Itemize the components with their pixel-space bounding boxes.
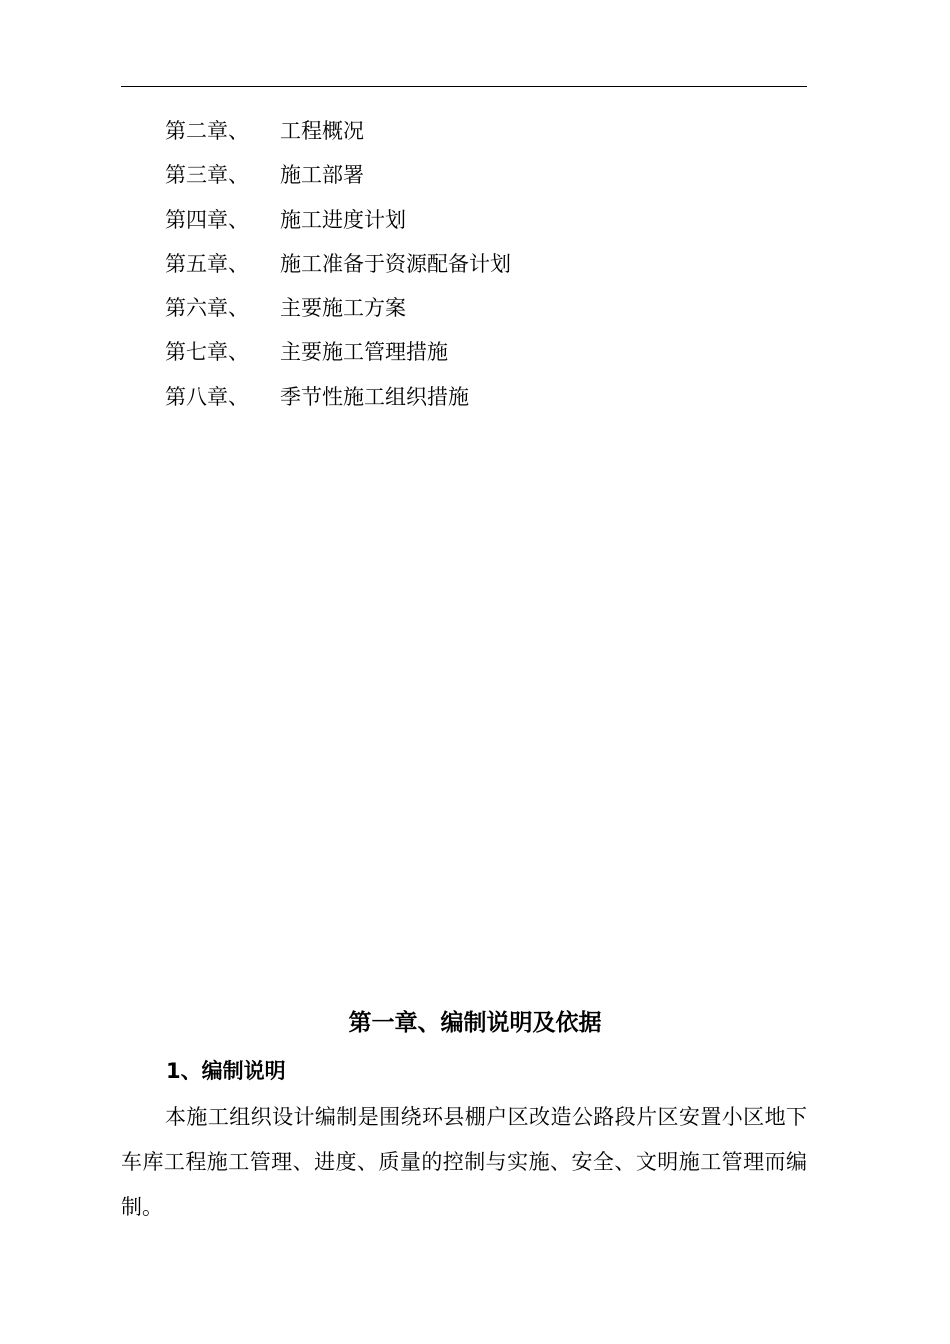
toc-chapter-number: 第七章、 <box>165 340 249 365</box>
toc-item-chapter-5 <box>165 248 511 292</box>
toc-item-chapter-8 <box>165 381 511 425</box>
chapter-title: 第一章、编制说明及依据 <box>348 1010 602 1036</box>
toc-chapter-number: 第二章、 <box>165 119 249 143</box>
toc-chapter-title: 季节性施工组织措施 <box>280 384 469 409</box>
toc-chapter-title: 主要施工管理措施 <box>280 340 448 365</box>
section-heading: 1、编制说明 <box>166 1059 286 1083</box>
toc-chapter-title: 施工部署 <box>280 163 364 188</box>
toc-chapter-title: 主要施工方案 <box>280 296 406 321</box>
toc-chapter-title: 施工准备于资源配备计划 <box>280 251 511 276</box>
toc-chapter-number: 第五章、 <box>165 251 249 276</box>
header-rule <box>121 86 807 87</box>
toc-chapter-number: 第三章、 <box>165 163 249 188</box>
toc-item-chapter-6 <box>165 292 511 336</box>
toc-chapter-title: 工程概况 <box>280 119 364 143</box>
toc-chapter-title: 施工进度计划 <box>280 207 406 232</box>
toc-chapter-number: 第八章、 <box>165 384 249 409</box>
body-paragraph: 本施工组织设计编制是围绕环县棚户区改造公路段片区安置小区地下车库工程施工管理、进度、质量的控制与实施、安全、文明施工管理而编制。 <box>121 1105 807 1219</box>
table-of-contents <box>165 115 511 425</box>
toc-chapter-number: 第六章、 <box>165 296 249 321</box>
toc-item-chapter-3 <box>165 159 511 203</box>
toc-item-chapter-7 <box>165 336 511 380</box>
toc-item-chapter-2 <box>165 115 511 159</box>
toc-item-chapter-4 <box>165 204 511 248</box>
toc-chapter-number: 第四章、 <box>165 207 249 232</box>
